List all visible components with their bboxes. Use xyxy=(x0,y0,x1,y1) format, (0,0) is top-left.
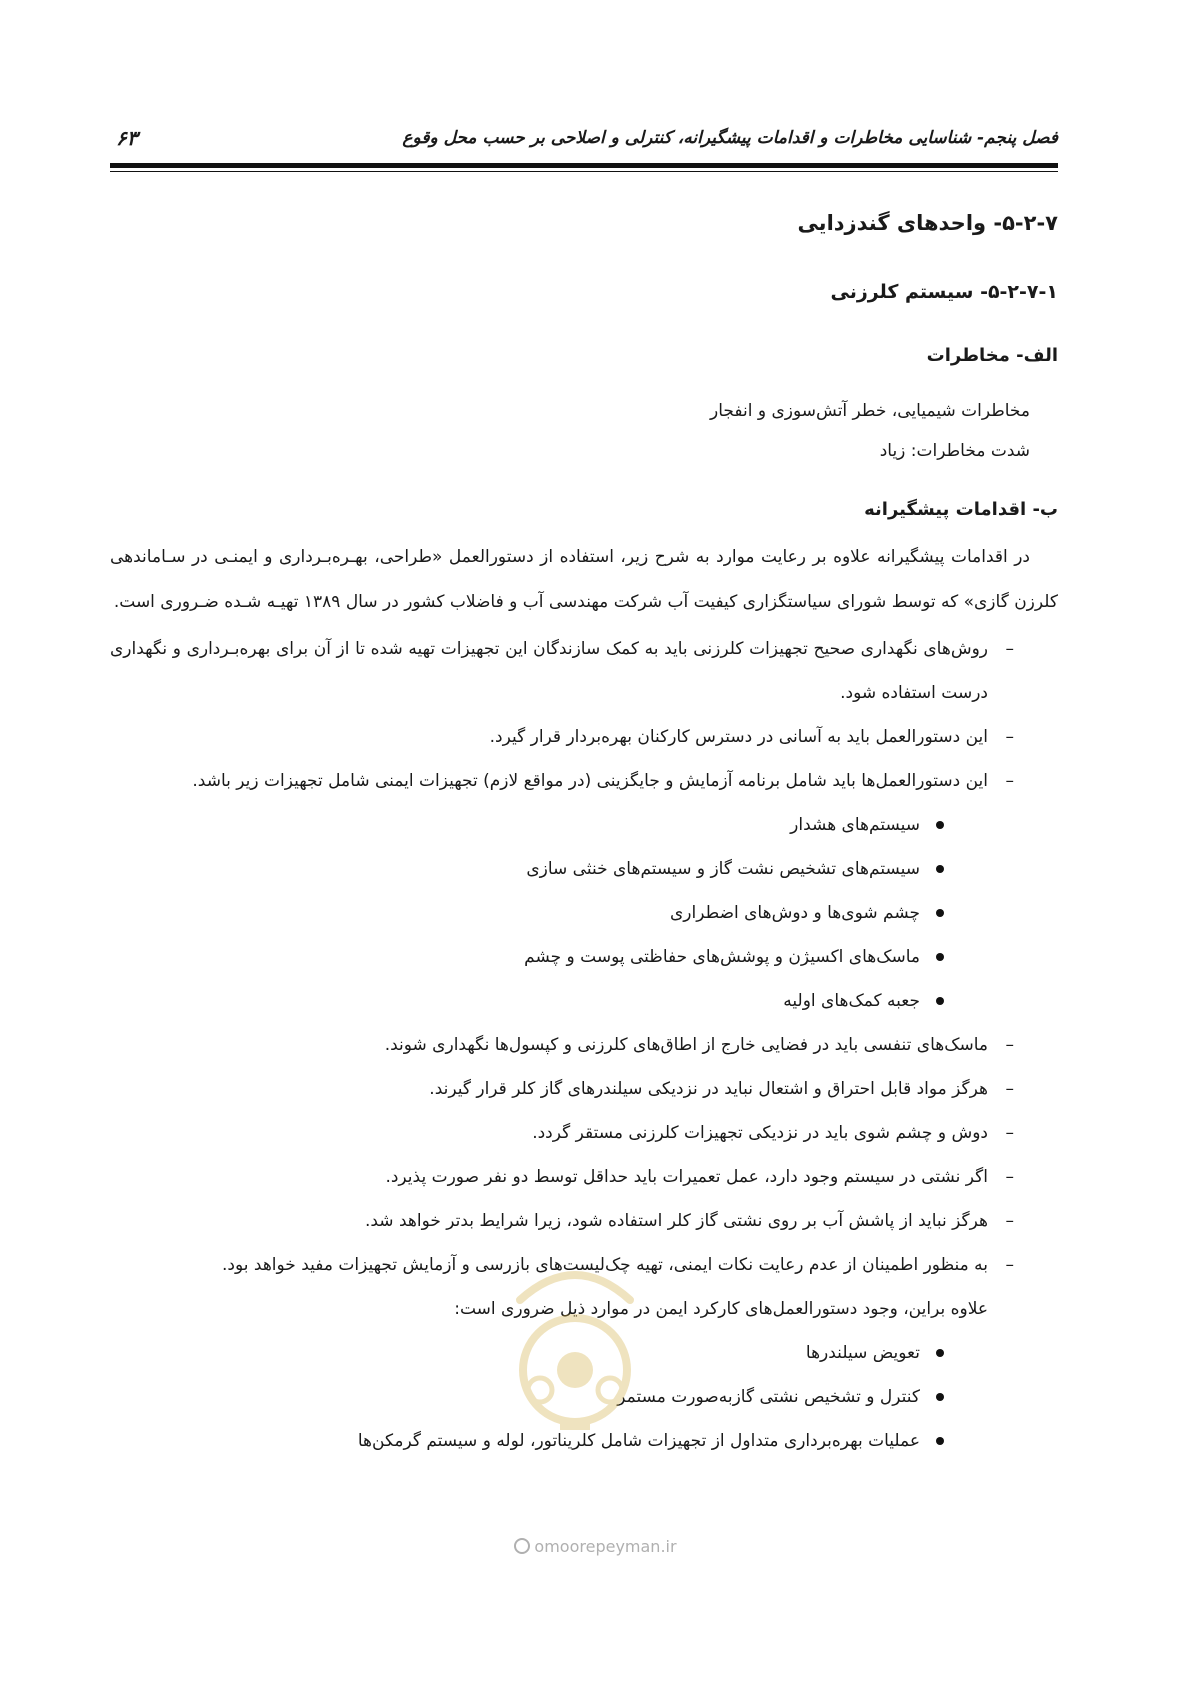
list-item: عملیات بهره‌برداری متداول از تجهیزات شامل کلریناتور، لوله و سیستم گرمکن‌ها xyxy=(110,1419,948,1463)
dash-marker: – xyxy=(1005,1211,1014,1231)
header-rule-thick xyxy=(110,163,1058,168)
bullet-icon xyxy=(936,909,944,917)
dash-marker: – xyxy=(1005,1035,1014,1055)
list-item: – این دستورالعمل باید به آسانی در دسترس کارکنان بهره‌بردار قرار گیرد. xyxy=(110,715,1058,759)
page-header xyxy=(110,124,1058,162)
hazards-heading: الف- مخاطرات xyxy=(926,345,1058,366)
list-item: – ماسک‌های تنفسی باید در فضایی خارج از اطاق‌های کلرزنی و کپسول‌ها نگهداری شوند. xyxy=(110,1023,1058,1067)
page-content xyxy=(110,205,1058,1463)
list-item: سیستم‌های تشخیص نشت گاز و سیستم‌های خنثی سازی xyxy=(110,847,948,891)
bullet-icon xyxy=(936,953,944,961)
bullet-icon xyxy=(936,1393,944,1401)
dash-marker: – xyxy=(1005,1167,1014,1187)
header-rule-thin xyxy=(110,171,1058,172)
list-item: چشم شوی‌ها و دوش‌های اضطراری xyxy=(110,891,948,935)
list-item: – این دستورالعمل‌ها باید شامل برنامه آزمایش و جایگزینی (در مواقع لازم) تجهیزات ایمنی شامل تجهیزات زیر باشد. xyxy=(110,759,1058,803)
bullet-icon xyxy=(936,865,944,873)
list-item: – به منظور اطمینان از عدم رعایت نکات ایمنی، تهیه چک‌لیست‌های بازرسی و آزمایش تجهیزات مفید خواهد بود. xyxy=(110,1243,1058,1287)
dash-list-a xyxy=(110,627,1058,803)
list-item: کنترل و تشخیص نشتی گازبه‌صورت مستمر xyxy=(110,1375,948,1419)
list-item: جعبه کمک‌های اولیه xyxy=(110,979,948,1023)
prevention-heading: ب- اقدامات پیشگیرانه xyxy=(864,499,1058,520)
watermark-site: omoorepeyman.ir xyxy=(0,1537,1191,1556)
bullet-icon xyxy=(936,1437,944,1445)
dash-marker: – xyxy=(1005,1079,1014,1099)
list-item: سیستم‌های هشدار xyxy=(110,803,948,847)
dash-marker: – xyxy=(1005,1255,1014,1275)
hazards-severity-line: شدت مخاطرات: زیاد xyxy=(879,441,1030,461)
chapter-title: فصل پنجم- شناسایی مخاطرات و اقدامات پیشگیرانه، کنترلی و اصلاحی بر حسب محل وقوع xyxy=(402,128,1058,148)
list-item: – روش‌های نگهداری صحیح تجهیزات کلرزنی باید به کمک سازندگان این تجهیزات تهیه شده تا از آن برای بهره‌بـرداری و نگهداری درست استفاده شود. xyxy=(110,627,1058,715)
subsection-heading: ۵-۲-۷-۱- سیستم کلرزنی xyxy=(830,281,1058,303)
page-number: ۶۳ xyxy=(116,126,138,150)
bullet-list-b xyxy=(110,1331,1058,1463)
list-item: ماسک‌های اکسیژن و پوشش‌های حفاظتی پوست و چشم xyxy=(110,935,948,979)
dash-marker: – xyxy=(1005,727,1014,747)
prevention-paragraph: در اقدامات پیشگیرانه علاوه بر رعایت موارد به شرح زیر، استفاده از دستورالعمل «طراحی، بهـره‌بـرداری و ایمنـی در سـاماندهی کلرزن گازی» که توسط شورای سیاستگزاری کیفیت آب شرکت مهندسی آب و فاضلاب کشور در سال ۱۳۸۹ تهیـه شـده ضـروری است. xyxy=(110,547,1058,612)
continuation-line: علاوه براین، وجود دستورالعمل‌های کارکرد ایمن در موارد ذیل ضروری است: xyxy=(454,1299,988,1319)
bullet-icon xyxy=(936,997,944,1005)
at-icon xyxy=(514,1538,530,1554)
dash-marker: – xyxy=(1005,771,1014,791)
list-item: – اگر نشتی در سیستم وجود دارد، عمل تعمیرات باید حداقل توسط دو نفر صورت پذیرد. xyxy=(110,1155,1058,1199)
list-item: تعویض سیلندرها xyxy=(110,1331,948,1375)
bullet-icon xyxy=(936,1349,944,1357)
list-item: – دوش و چشم شوی باید در نزدیکی تجهیزات کلرزنی مستقر گردد. xyxy=(110,1111,1058,1155)
hazards-line: مخاطرات شیمیایی، خطر آتش‌سوزی و انفجار xyxy=(710,401,1030,421)
section-heading: ۵-۲-۷- واحدهای گندزدایی xyxy=(797,211,1058,235)
list-item: – هرگز مواد قابل احتراق و اشتعال نباید در نزدیکی سیلندرهای گاز کلر قرار گیرند. xyxy=(110,1067,1058,1111)
bullet-icon xyxy=(936,821,944,829)
dash-marker: – xyxy=(1005,1123,1014,1143)
list-item: – هرگز نباید از پاشش آب بر روی نشتی گاز کلر استفاده شود، زیرا شرایط بدتر خواهد شد. xyxy=(110,1199,1058,1243)
bullet-list-a xyxy=(110,803,1058,1023)
dash-list-b xyxy=(110,1023,1058,1287)
dash-marker: – xyxy=(1005,639,1014,659)
